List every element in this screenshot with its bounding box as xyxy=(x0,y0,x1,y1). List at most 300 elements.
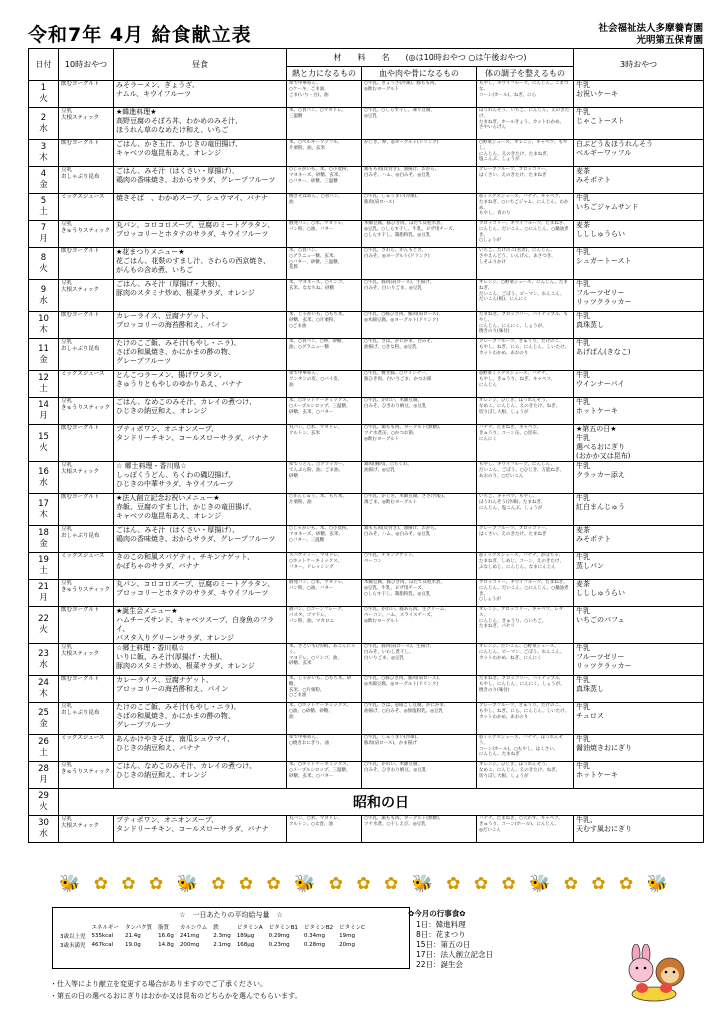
yellow-ingredients-cell: ○牛乳、○豚ひき肉、豚肉(肩ロース)、 ◎木綿豆腐、◎ヨーグルト(ドリンク) xyxy=(362,676,477,703)
lunch-cell: ごはん、なめこのみそ汁、カレイの煮つけ、 ひじきの納豆和え、オレンジ xyxy=(114,762,287,789)
green-ingredients-cell: ◎ミックスジュース、バナナ、ほうれんそう、 コーン(ホール)、○もやし、はくさい、 にんじん、たまねぎ xyxy=(477,735,574,762)
nutrition-cell: 0.29mg xyxy=(268,932,290,939)
day-number: 28 xyxy=(38,764,49,774)
red-ingredients-cell: ○まんじゅう、米、もち米、 片栗粉、油 xyxy=(287,494,362,526)
day-number: 29 xyxy=(38,791,49,801)
weekday: 水 xyxy=(39,659,48,670)
red-ingredients-cell: ゆで中華めん、 ○焼きおにぎり、油 xyxy=(287,735,362,762)
lunch-cell: ★韓進料理★ 高野豆腐のそぼろ丼、わかめのみそ汁、 ほうれん草のなめたけ和え、いちご xyxy=(114,108,287,140)
events-box xyxy=(408,909,493,970)
lunch-cell: カレーライス、豆腐ナゲット、 ブロッコリーの海苔酢和え、パイン xyxy=(114,312,287,339)
event-item: 8日：花まつり xyxy=(416,930,466,939)
date-cell xyxy=(29,194,59,221)
pm-snack-cell: 牛乳 真珠蒸し xyxy=(574,676,704,703)
pm-snack-cell: 牛乳 あげぱん(きなこ) xyxy=(574,339,704,371)
am-snack-cell: ミックスジュース xyxy=(59,553,114,580)
pm-snack-cell: 牛乳 いちごのパフェ xyxy=(574,607,704,644)
am-snack-cell: 飲むヨーグルト xyxy=(59,494,114,526)
menu-table xyxy=(28,48,704,843)
menu-row xyxy=(29,280,704,312)
pm-snack-cell: 牛乳 クラッカー添え xyxy=(574,462,704,494)
lunch-cell: ごはん、みそ汁（はくさい・厚揚げ）、 鶏肉の香味焼き、おからサラダ、グレープフルーツ xyxy=(114,167,287,194)
day-number: 11 xyxy=(38,343,49,354)
red-ingredients-cell: 米、じゃがいも、○もち米、砂糖、 玄米、○片栗粉、 ○ごま油 xyxy=(287,676,362,703)
green-ingredients-cell: オレンジ、○野菜ジュース、にんじん、たまねぎ、 だいこん、ごぼう、ピーマン、れんこん、 だいこん(根)、にんにく xyxy=(477,280,574,312)
yellow-ingredients-cell: ○牛乳、焼き豚、○ウインナー、 豚ひき肉、白いりごま、かつお節 xyxy=(362,371,477,398)
header-pm-snack: 3時おやつ xyxy=(574,49,704,81)
red-ingredients-cell: スパゲティー、マヨドレ、 ○ホットケーキミックス、 バター、ドレッシング xyxy=(287,553,362,580)
weekday: 月 xyxy=(39,775,48,785)
pm-snack-cell: 牛乳 ホットケーキ xyxy=(574,398,704,425)
date-cell xyxy=(29,735,59,762)
yellow-ingredients-cell: ○牛乳、チキンナゲット、 ベーコン xyxy=(362,553,477,580)
menu-row xyxy=(29,140,704,167)
weekday: 金 xyxy=(39,180,48,190)
pm-snack-cell: 牛乳 フルーツゼリー リッツクラッカー xyxy=(574,644,704,676)
green-ingredients-cell: ◎ミックスジュース、バナナ、かぼちゃ、 たまねぎ、しめじ、コーン、えのきたけ、 ぶなしめじ、にんじん、なまにんじん xyxy=(477,553,574,580)
green-ingredients-cell: いちご、たけのこ(水煮)、にんじん、 さやえんどう、いんげん、あさつき、 しそふりかけ xyxy=(477,248,574,280)
day-number: 1 xyxy=(40,83,47,93)
day-number: 9 xyxy=(40,284,47,295)
yellow-ingredients-cell: かじき、卵、◎ヨーグルト(ドリンク) xyxy=(362,140,477,167)
nutrition-cell: エネルギー xyxy=(91,924,120,931)
lunch-cell: 丸パン、コロコロスープ、豆腐のミートグラタン、 ブロッコリーとホタテのサラダ、キウイフルーツ xyxy=(114,580,287,607)
menu-row xyxy=(29,762,704,789)
lunch-cell: ★誕生会メニュー★ ハムチーズサンド、キャベツスープ、白身魚のフライ、 パスタ入りグリーンサラダ、オレンジ xyxy=(114,607,287,644)
date-cell xyxy=(29,494,59,526)
yellow-ingredients-cell: ○牛乳、○豚ひき肉、豚肉(肩ロース)、 ◎木綿豆腐、◎ヨーグルト(ドリンク) xyxy=(362,312,477,339)
red-ingredients-cell: 米、○ホットケーキミックス、 ○メープルシロップ、三温糖、 砂糖、玄米、○バター xyxy=(287,398,362,425)
red-ingredients-cell: 散発パン、○米、マヨドレ、 パン粉、○油、バター xyxy=(287,580,362,607)
lunch-cell: ★花まつりメニュー★ 花ごはん、花麩のすまし汁、さわらの西京焼き、 がんもの含め煮、いちご xyxy=(114,248,287,280)
weekday: 木 xyxy=(39,153,48,163)
menu-row xyxy=(29,462,704,494)
green-ingredients-cell: ブロッコリー、キウイフルーツ、たまねぎ、 にんじん、だいこん、○にんじん、○鍋油煮き、 ○しょうが xyxy=(477,580,574,607)
page-header xyxy=(28,20,703,48)
lunch-cell: あんかけやきそば、南瓜シュウマイ、 ひじきの納豆和え、バナナ xyxy=(114,735,287,762)
nutrition-cell: 535kcal xyxy=(91,932,114,939)
red-ingredients-cell: ゆで中華めん、 ○ケーキ、ごま油、 ごま(いり・白)、油 xyxy=(287,81,362,108)
nutrition-cell: 14.8g xyxy=(158,941,174,948)
green-ingredients-cell: もやし、キウイフルーツ、にんじん、 だいこん、ごぼう、○ひじき、万能ねぎ、 あおのり、○だいこん xyxy=(477,462,574,494)
date-cell xyxy=(29,81,59,108)
yellow-ingredients-cell: 鶏肉(胸肉)、○ちくわ、 油揚げ、◎豆乳 xyxy=(362,462,477,494)
yellow-ingredients-cell: ○牛乳、豚肉(肩ロース)、生揚げ、 白みそ、白いりごま、◎豆乳 xyxy=(362,280,477,312)
am-snack-cell: 豆乳 大根スティック xyxy=(59,108,114,140)
am-snack-cell: 豆乳 おしゃぶり昆布 xyxy=(59,526,114,553)
lunch-cell: ごはん、みそ汁（厚揚げ・大根）、 豚肉のスタミナ炒め、根菜サラダ、オレンジ xyxy=(114,280,287,312)
menu-row xyxy=(29,526,704,553)
weekday: 木 xyxy=(39,509,48,520)
weekday: 水 xyxy=(39,295,48,306)
green-ingredients-cell: グレープフルーツ、ブロッコリー、 はくさい、えのきたけ、たまねぎ xyxy=(477,167,574,194)
am-snack-cell: 豆乳 きゅうりスティック xyxy=(59,580,114,607)
date-cell xyxy=(29,140,59,167)
menu-row xyxy=(29,580,704,607)
menu-row xyxy=(29,735,704,762)
date-cell xyxy=(29,676,59,703)
am-snack-cell: 豆乳 大根スティック xyxy=(59,280,114,312)
day-number: 10 xyxy=(38,314,49,324)
green-ingredients-cell: もやし、キウイフルーツ、にんじん、こまつな、 コーン(ホール)、ねぎ、にら xyxy=(477,81,574,108)
nutrition-cell: 2.3mg xyxy=(213,932,231,939)
nutrition-cell: 189μg xyxy=(236,932,255,939)
weekday: 火 xyxy=(39,625,48,635)
date-cell xyxy=(29,462,59,494)
pm-snack-cell: 牛乳 ウインナーパイ xyxy=(574,371,704,398)
pm-snack-cell: 牛乳 シュガートースト xyxy=(574,248,704,280)
menu-row xyxy=(29,703,704,735)
holiday-cell: 昭和の日 xyxy=(59,789,704,816)
pm-snack-cell: 牛乳 醤油焼きおにぎり xyxy=(574,735,704,762)
nutrition-cell: 脂質 xyxy=(158,924,170,931)
nutrition-cell: 16.6g xyxy=(158,932,174,939)
yellow-ingredients-cell: ○牛乳、鶏もも肉、ヨーグルト(無糖)、 ツナ水煮、○干しえび、◎豆乳 xyxy=(362,816,477,843)
red-ingredients-cell: 丸パン、○米、マヨドレ、 クルトン、○太巻、油 xyxy=(287,816,362,843)
weekday: 金 xyxy=(39,354,48,365)
weekday: 火 xyxy=(39,263,48,274)
day-number: 24 xyxy=(38,678,49,688)
note-2: ・第五の日の選べるおにぎりはおかか又は昆布のどちらかを選んでもらいます。 xyxy=(50,992,302,1000)
weekday: 水 xyxy=(39,829,48,839)
am-snack-cell: 飲むヨーグルト xyxy=(59,81,114,108)
day-number: 23 xyxy=(38,648,49,659)
day-number: 5 xyxy=(40,196,47,206)
lunch-cell: ブティポワン、オニオンスープ、 タンドリーチキン、コールスローサラダ、バナナ xyxy=(114,425,287,462)
yellow-ingredients-cell: ○牛乳、さわら、がんもどき、 白みそ、◎ヨーグルト(ドリンク) xyxy=(362,248,477,280)
nutrition-cell: 21.4g xyxy=(125,932,141,939)
red-ingredients-cell: 散発パン、○米、マヨドレ、 パン粉、○油、バター xyxy=(287,221,362,248)
menu-row xyxy=(29,221,704,248)
menu-row xyxy=(29,312,704,339)
weekday: 月 xyxy=(39,234,48,244)
note-1: ・仕入等により献立を変更する場合がありますのでご了承ください。 xyxy=(50,980,267,988)
weekday: 土 xyxy=(39,384,48,394)
menu-row xyxy=(29,553,704,580)
am-snack-cell: 豆乳 おしゃぶり昆布 xyxy=(59,703,114,735)
am-snack-cell: 飲むヨーグルト xyxy=(59,607,114,644)
date-cell xyxy=(29,607,59,644)
header-yellow: 血や肉や骨になるもの xyxy=(362,67,477,81)
event-item: 1日：韓進料理 xyxy=(416,920,466,929)
date-cell xyxy=(29,425,59,462)
green-ingredients-cell: オレンジ、ひじき、ほうれんそう、 なめこ、にんじん、えのきたけ、ねぎ、 切りぼし大根、しょうが xyxy=(477,398,574,425)
date-cell xyxy=(29,789,59,816)
weekday: 月 xyxy=(39,593,48,603)
yellow-ingredients-cell: ○牛乳、かれい、豚あら肉、生クリーム、 ベーコン、ハム、スライスチーズ、 ◎飲むヨーグルト xyxy=(362,607,477,644)
date-cell xyxy=(29,248,59,280)
green-ingredients-cell: ブロッコリー、キウイフルーツ、たまねぎ、 にんじん、だいこん、○にんじん、○鍋油煮き、 ○しょうが xyxy=(477,221,574,248)
nutrition-cell: 168μg xyxy=(236,941,255,948)
lunch-cell: ブティポワン、オニオンスープ、 タンドリーチキン、コールスローサラダ、バナナ xyxy=(114,816,287,843)
weekday: 金 xyxy=(39,539,48,549)
day-number: 26 xyxy=(38,737,49,747)
weekday: 火 xyxy=(39,94,48,104)
nutrition-cell: 0.34mg xyxy=(303,932,325,939)
yellow-ingredients-cell: ○牛乳、しゅうまい(冷凍)、 豚肉(肩ロース)、かま揚げ xyxy=(362,735,477,762)
menu-row xyxy=(29,167,704,194)
nutrition-cell: 鉄 xyxy=(213,924,219,931)
red-ingredients-cell: ○じゃがいも、米、○小麦粉、 マヨネーズ、砂糖、玄米、 ○バター、砂糖、三温糖 xyxy=(287,167,362,194)
lunch-cell: とんこつラーメン、揚げワンタン、 きゅうりともやしのゆかりあえ、バナナ xyxy=(114,371,287,398)
day-number: 8 xyxy=(40,252,47,263)
menu-row xyxy=(29,248,704,280)
yellow-ingredients-cell: ○牛乳、かじき、木綿豆腐、ささげ(乾)、 薄ごま、◎飲むヨーグルト xyxy=(362,494,477,526)
menu-row xyxy=(29,108,704,140)
lunch-cell: ごはん、なめこのみそ汁、カレイの煮つけ、 ひじきの納豆和え、オレンジ xyxy=(114,398,287,425)
lunch-cell: ☆郷土料理・香川県☆ いりに飯、みそ汁(厚揚げ・大根)、 豚肉のスタミナ炒め、根菜サラダ、オレンジ xyxy=(114,644,287,676)
am-snack-cell: 飲むヨーグルト xyxy=(59,248,114,280)
red-ingredients-cell: ゆでうどん、○クラッカー、 てんぷら粉、油、ごま油、 砂糖 xyxy=(287,462,362,494)
day-number: 3 xyxy=(40,142,47,152)
nutrition-cell: 241mg xyxy=(179,932,200,939)
rabbit-monkey-illustration xyxy=(614,944,694,1002)
day-number: 22 xyxy=(38,614,49,624)
lunch-cell: たけのこご飯、みそ汁(もやし・ニラ)、 さばの和風焼き、かにかまの酢の物、 グレープフルーツ xyxy=(114,339,287,371)
day-number: 21 xyxy=(38,582,49,592)
weekday: 木 xyxy=(39,689,48,699)
pm-snack-cell: 牛乳 真珠蒸し xyxy=(574,312,704,339)
red-ingredients-cell: 散パン、○コーンフレーク、 パスタ、ゴマドレ、 パン粉、油、マカロニ xyxy=(287,607,362,644)
yellow-ingredients-cell: ○牛乳、豚肉(肩ロース)、生揚げ、 白みそ、いわし煮干し、 白いりごま、◎豆乳 xyxy=(362,644,477,676)
menu-row xyxy=(29,81,704,108)
date-cell xyxy=(29,398,59,425)
header-red: 熱と力になるもの xyxy=(287,67,362,81)
green-ingredients-cell: オレンジ、ブロッコリー、キャベツ、レタス、 にんじん、きゅうり、○いちご、 たまねぎ、パセリ xyxy=(477,607,574,644)
nutrition-title: ☆ 一日あたりの平均給与量 ☆ xyxy=(179,911,283,919)
menu-row xyxy=(29,425,704,462)
pm-snack-cell: 麦茶 しししゅうらい xyxy=(574,221,704,248)
lunch-cell: たけのこご飯、みそ汁(もやし・ニラ)、 さばの和風焼き、かにかまの酢の物、 グレープフルーツ xyxy=(114,703,287,735)
header-green: 体の調子を整えるもの xyxy=(477,67,574,81)
nutrition-cell: ビタミンB1 xyxy=(268,924,298,931)
red-ingredients-cell: 丸パン、○米、マヨドレ、 クルトン、玄米 xyxy=(287,425,362,462)
flower-decoration: 🐝 ✿ ✿ ✿ 🐝 ✿ ✿ ✿ 🐝 ✿ ✿ ✿ 🐝 ✿ ✿ ✿ 🐝 ✿ ✿ ✿ 🐝 xyxy=(59,874,672,894)
nutrition-cell: 3歳未満児 xyxy=(60,942,86,949)
red-ingredients-cell: 米、○ホットケーキミックス、 ○油、○砂糖、砂糖、 油 xyxy=(287,703,362,735)
weekday: 水 xyxy=(39,123,48,134)
red-ingredients-cell: 焼きそばめん、○食パン、 油 xyxy=(287,194,362,221)
green-ingredients-cell: バナナ、たまねぎ、キャベツ、 きゅうり、コーン缶、○昆布、 にんにく xyxy=(477,425,574,462)
nutrition-cell: カルシウム xyxy=(179,924,208,931)
notes xyxy=(50,978,301,1002)
green-ingredients-cell: バナナ、たまねぎ、○天かす、キャベツ、 きゅうり、コーン(ホール)、にんじん、 ◎だいこん xyxy=(477,816,574,843)
date-cell xyxy=(29,280,59,312)
red-ingredients-cell: 米、○食パン、○マヨドレ、 三温糖 xyxy=(287,108,362,140)
nutrition-cell: ビタミンC xyxy=(339,924,365,931)
weekday: 月 xyxy=(39,411,48,421)
am-snack-cell: 飲むヨーグルト xyxy=(59,425,114,462)
nutrition-cell: ビタミンB2 xyxy=(303,924,334,931)
date-cell xyxy=(29,580,59,607)
menu-row xyxy=(29,494,704,526)
nutrition-cell: 19.0g xyxy=(125,941,141,948)
org-line-2: 光明第五保育園 xyxy=(636,35,703,46)
yellow-ingredients-cell: 鶏もも肉(皮付き)、油揚げ、おから、 白みそ、ハム、◎白みそ、◎豆乳 xyxy=(362,526,477,553)
events-title: ✿今月の行事食✿ xyxy=(408,909,466,918)
date-cell xyxy=(29,816,59,843)
day-number: 2 xyxy=(40,112,47,123)
nutrition-cell: 20mg xyxy=(339,941,355,948)
red-ingredients-cell: ゆで中華めん、 ワンタンの皮、○パイ皮、 油 xyxy=(287,371,362,398)
nutrition-header-row xyxy=(57,922,368,931)
am-snack-cell: 豆乳 大根スティック xyxy=(59,816,114,843)
am-snack-cell: 豆乳 きゅうりスティック xyxy=(59,398,114,425)
green-ingredients-cell: いちご、キャベツ、もやし、 ほうれんそう(冷凍)、たまねぎ、 にんじん、塩こんぶ、しょうが xyxy=(477,494,574,526)
menu-body xyxy=(29,81,704,843)
yellow-ingredients-cell: 鶏もも肉(皮付き)、油揚げ、おから、 白みそ、ハム、◎白みそ、◎豆乳 xyxy=(362,167,477,194)
day-number: 18 xyxy=(38,528,49,538)
nutrition-cell: 200mg xyxy=(179,941,200,948)
am-snack-cell: 豆乳 きゅうりスティック xyxy=(59,221,114,248)
green-ingredients-cell: ほうれんそう、いちご、にんじん、えのきたけ、 たまねぎ、ホールきょう、カットわかめ、 さやいんげん xyxy=(477,108,574,140)
day-number: 4 xyxy=(40,169,47,179)
am-snack-cell: ミックスジュース xyxy=(59,371,114,398)
nutrition-cell: 467kcal xyxy=(91,941,114,948)
date-cell xyxy=(29,167,59,194)
pm-snack-cell: 白ぶどう＆ほうれんそう ベルギーワッフル xyxy=(574,140,704,167)
green-ingredients-cell: グレープフルーツ、きゅうり、たけのこ、 もやし、ねぎ、にら、にんじん、しいたけ、 カットわかめ、あおのり xyxy=(477,339,574,371)
date-cell xyxy=(29,703,59,735)
yellow-ingredients-cell: ○牛乳、かれい、木綿豆腐、 白みそ、ひきわり納豆、◎豆乳 xyxy=(362,762,477,789)
day-number: 25 xyxy=(38,707,49,718)
date-cell xyxy=(29,371,59,398)
green-ingredients-cell: ◎ミックスジュース、バナナ、キャベツ、 たまねぎ、○いちごジャム、にんじん、わかめ、 もやし、青のり xyxy=(477,194,574,221)
weekday: 金 xyxy=(39,718,48,729)
day-number: 19 xyxy=(38,555,49,565)
pm-snack-cell: 牛乳 チュロス xyxy=(574,703,704,735)
lunch-cell: 焼きそば 、わかめスープ、シュウマイ、バナナ xyxy=(114,194,287,221)
lunch-cell: 丸パン、コロコロスープ、豆腐のミートグラタン、 ブロッコリーとホタテのサラダ、キウイフルーツ xyxy=(114,221,287,248)
nutrition-cell xyxy=(57,922,89,931)
organization-name xyxy=(598,23,703,47)
lunch-cell: ごはん、みそ汁（はくさい・厚揚げ）、 鶏肉の香味焼き、おからサラダ、グレープフルーツ xyxy=(114,526,287,553)
nutrition-cell: 3歳以上児 xyxy=(60,933,86,940)
date-cell xyxy=(29,221,59,248)
pm-snack-cell: 牛乳 ホットケーキ xyxy=(574,762,704,789)
red-ingredients-cell: 米、じゃがいも、○もち米、 砂糖、玄米、○片栗粉、 ○ごま油 xyxy=(287,312,362,339)
menu-row xyxy=(29,194,704,221)
yellow-ingredients-cell: 木綿豆腐、豚ひき肉、ほたて貝柱水煮、 ◎豆乳、○しらす干し、牛乳、ピザ用チーズ、 ○しらす干し、鶏脂粉乳、◎豆乳 xyxy=(362,221,477,248)
red-ingredients-cell: 米、○ホットケーキミックス、 ○メープルシロップ、三温糖、 砂糖、玄米、○バター xyxy=(287,762,362,789)
menu-row xyxy=(29,816,704,843)
yellow-ingredients-cell: ○牛乳、さば、◎絹ごし豆腐、かにかま、 油揚げ、○白みそ、◎無塩粉乳、◎豆乳 xyxy=(362,703,477,735)
pm-snack-cell: 麦茶 みそポテト xyxy=(574,167,704,194)
nutrition-cell: タンパク質 xyxy=(125,924,153,931)
nutrition-row xyxy=(57,931,368,940)
red-ingredients-cell: 米、○食パン、 ○グラニュー糖、玄米、 ○バター、砂糖、三温糖、 花麩 xyxy=(287,248,362,280)
am-snack-cell: 豆乳 きゅうりスティック xyxy=(59,762,114,789)
green-ingredients-cell: たまねぎ、ブロッコリー、パイナップル、もやし、 にんじん、にんにく、しょうが、 焼きのり(味付) xyxy=(477,312,574,339)
nutrition-row xyxy=(57,940,368,949)
red-ingredients-cell: 米、○食パン、○卵、砂糖、 油、○グラニュー糖 xyxy=(287,339,362,371)
red-ingredients-cell: ○じゃがいも、米、○小麦粉、 マヨネーズ、砂糖、玄米、 ○バター、三温糖 xyxy=(287,526,362,553)
am-snack-cell: 豆乳 大根スティック xyxy=(59,462,114,494)
day-number: 12 xyxy=(38,373,49,383)
yellow-ingredients-cell: 木綿豆腐、豚ひき肉、ほたて貝柱水煮、 ◎豆乳、牛乳、ピザ用チーズ、 ○しらす干し、鶏脂粉乳、◎豆乳 xyxy=(362,580,477,607)
nutrition-box xyxy=(52,907,410,969)
day-number: 7 xyxy=(40,223,47,233)
menu-row xyxy=(29,339,704,371)
am-snack-cell: 飲むヨーグルト xyxy=(59,140,114,167)
day-number: 30 xyxy=(38,818,49,828)
lunch-cell: ごはん、かき玉汁、かじきの竜田揚げ、 キャベツの塩昆布あえ、オレンジ xyxy=(114,140,287,167)
header-ingredients: 材 料 名 (◎は10時おやつ ○は午後おやつ) xyxy=(287,49,574,67)
nutrition-cell: 0.23mg xyxy=(268,941,290,948)
weekday: 水 xyxy=(39,477,48,488)
lunch-cell: きのこの和風スパゲティ、チキンナゲット、 かぼちゃのサラダ、バナナ xyxy=(114,553,287,580)
header-lunch: 昼食 xyxy=(114,49,287,81)
day-number: 17 xyxy=(38,498,49,509)
menu-row xyxy=(29,398,704,425)
yellow-ingredients-cell: ○牛乳、さば、かにかま、白みそ、 油揚げ、○きな粉、◎豆乳 xyxy=(362,339,477,371)
event-item: 22日：誕生会 xyxy=(416,960,464,969)
header-am-snack: 10時おやつ xyxy=(59,49,114,81)
yellow-ingredients-cell: ○牛乳、鶏もも肉、ヨーグルト(無糖)、 ツナ水煮缶、○かつお節、 ◎飲むヨーグルト xyxy=(362,425,477,462)
date-cell xyxy=(29,108,59,140)
day-number: 15 xyxy=(38,432,49,442)
weekday: 土 xyxy=(39,748,48,758)
date-cell xyxy=(29,339,59,371)
menu-row xyxy=(29,676,704,703)
date-cell xyxy=(29,762,59,789)
green-ingredients-cell: オレンジ、ひじき、ほうれんそう、 なめこ、にんじん、えのきたけ、ねぎ、 切りぼし大根、しょうが xyxy=(477,762,574,789)
red-ingredients-cell: 米、○ベルギーワッフル、 片栗粉、油、玄米 xyxy=(287,140,362,167)
am-snack-cell: ミックスジュース xyxy=(59,735,114,762)
org-line-1: 社会福祉法人多摩養育園 xyxy=(598,23,703,34)
green-ingredients-cell: ◎野菜ミックスジュース、バナナ、 もやし、きゅうり、ねぎ、キャベツ、 にんじん xyxy=(477,371,574,398)
red-ingredients-cell: 米、マヨネーズ、○リンゴ、 玄米、ななちね、砂糖 xyxy=(287,280,362,312)
menu-row xyxy=(29,371,704,398)
am-snack-cell: 豆乳 おしゃぶり昆布 xyxy=(59,339,114,371)
weekday: 火 xyxy=(39,443,48,453)
pm-snack-cell: 牛乳 蒸しパン xyxy=(574,553,704,580)
weekday: 木 xyxy=(39,325,48,335)
nutrition-cell: 2.1mg xyxy=(213,941,231,948)
event-item: 17日：法人創立記念日 xyxy=(416,950,494,959)
yellow-ingredients-cell: ○牛乳、ぎょうざ(冷凍)、豚もも肉、 ◎飲むヨーグルト xyxy=(362,81,477,108)
green-ingredients-cell: グレープフルーツ、ブロッコリー、 はくさい、えのきたけ、たまねぎ xyxy=(477,526,574,553)
pm-snack-cell: 牛乳 じゃこトースト xyxy=(574,108,704,140)
date-cell xyxy=(29,526,59,553)
day-number: 14 xyxy=(38,400,49,410)
weekday: 土 xyxy=(39,207,48,217)
pm-snack-cell: 牛乳 いちごジャムサンド xyxy=(574,194,704,221)
nutrition-table xyxy=(57,922,368,949)
pm-snack-cell: 牛乳 フルーツゼリー リッツクラッカー xyxy=(574,280,704,312)
pm-snack-cell: ★第五の日★ 牛乳 選べるおにぎり (おかか又は昆布) xyxy=(574,425,704,462)
green-ingredients-cell: たまねぎ、ブロッコリー、パイナップル、 もやし、にんじん、にんにく、しょうが、 焼きのり(味付) xyxy=(477,676,574,703)
yellow-ingredients-cell: ○牛乳、○しらす干し、凍り豆腐、 ◎豆乳 xyxy=(362,108,477,140)
weekday: 土 xyxy=(39,566,48,576)
events-list xyxy=(408,920,493,970)
header-date: 日付 xyxy=(29,49,59,81)
am-snack-cell: 飲むヨーグルト xyxy=(59,676,114,703)
nutrition-cell: 19mg xyxy=(339,932,355,939)
menu-row xyxy=(29,789,704,816)
pm-snack-cell: 麦茶 みそポテト xyxy=(574,526,704,553)
am-snack-cell: ミックスジュース xyxy=(59,194,114,221)
lunch-cell: ★法人創立記念お祝いメニュー★ 赤飯、豆腐のすまし汁、かじきの竜田揚げ、 キャベツの塩昆布あえ、オレンジ xyxy=(114,494,287,526)
nutrition-cell: ビタミンA xyxy=(236,924,263,931)
green-ingredients-cell: オレンジ、だいこん、○野菜ジュース、 にんじん、ピーマン、ごぼう、れんこん、 カットわかめ、ねぎ、にんにく xyxy=(477,644,574,676)
date-cell xyxy=(29,644,59,676)
pm-snack-cell: 牛乳、 天むす風おにぎり xyxy=(574,816,704,843)
event-item: 15日：第五の日 xyxy=(416,940,471,949)
weekday: 火 xyxy=(39,802,48,812)
lunch-cell: カレーライス、豆腐ナゲット、 ブロッコリーの海苔酢和え、パイン xyxy=(114,676,287,703)
yellow-ingredients-cell: ○牛乳、かれい、木綿豆腐、 白みそ、ひきわり納豆、◎豆乳 xyxy=(362,398,477,425)
